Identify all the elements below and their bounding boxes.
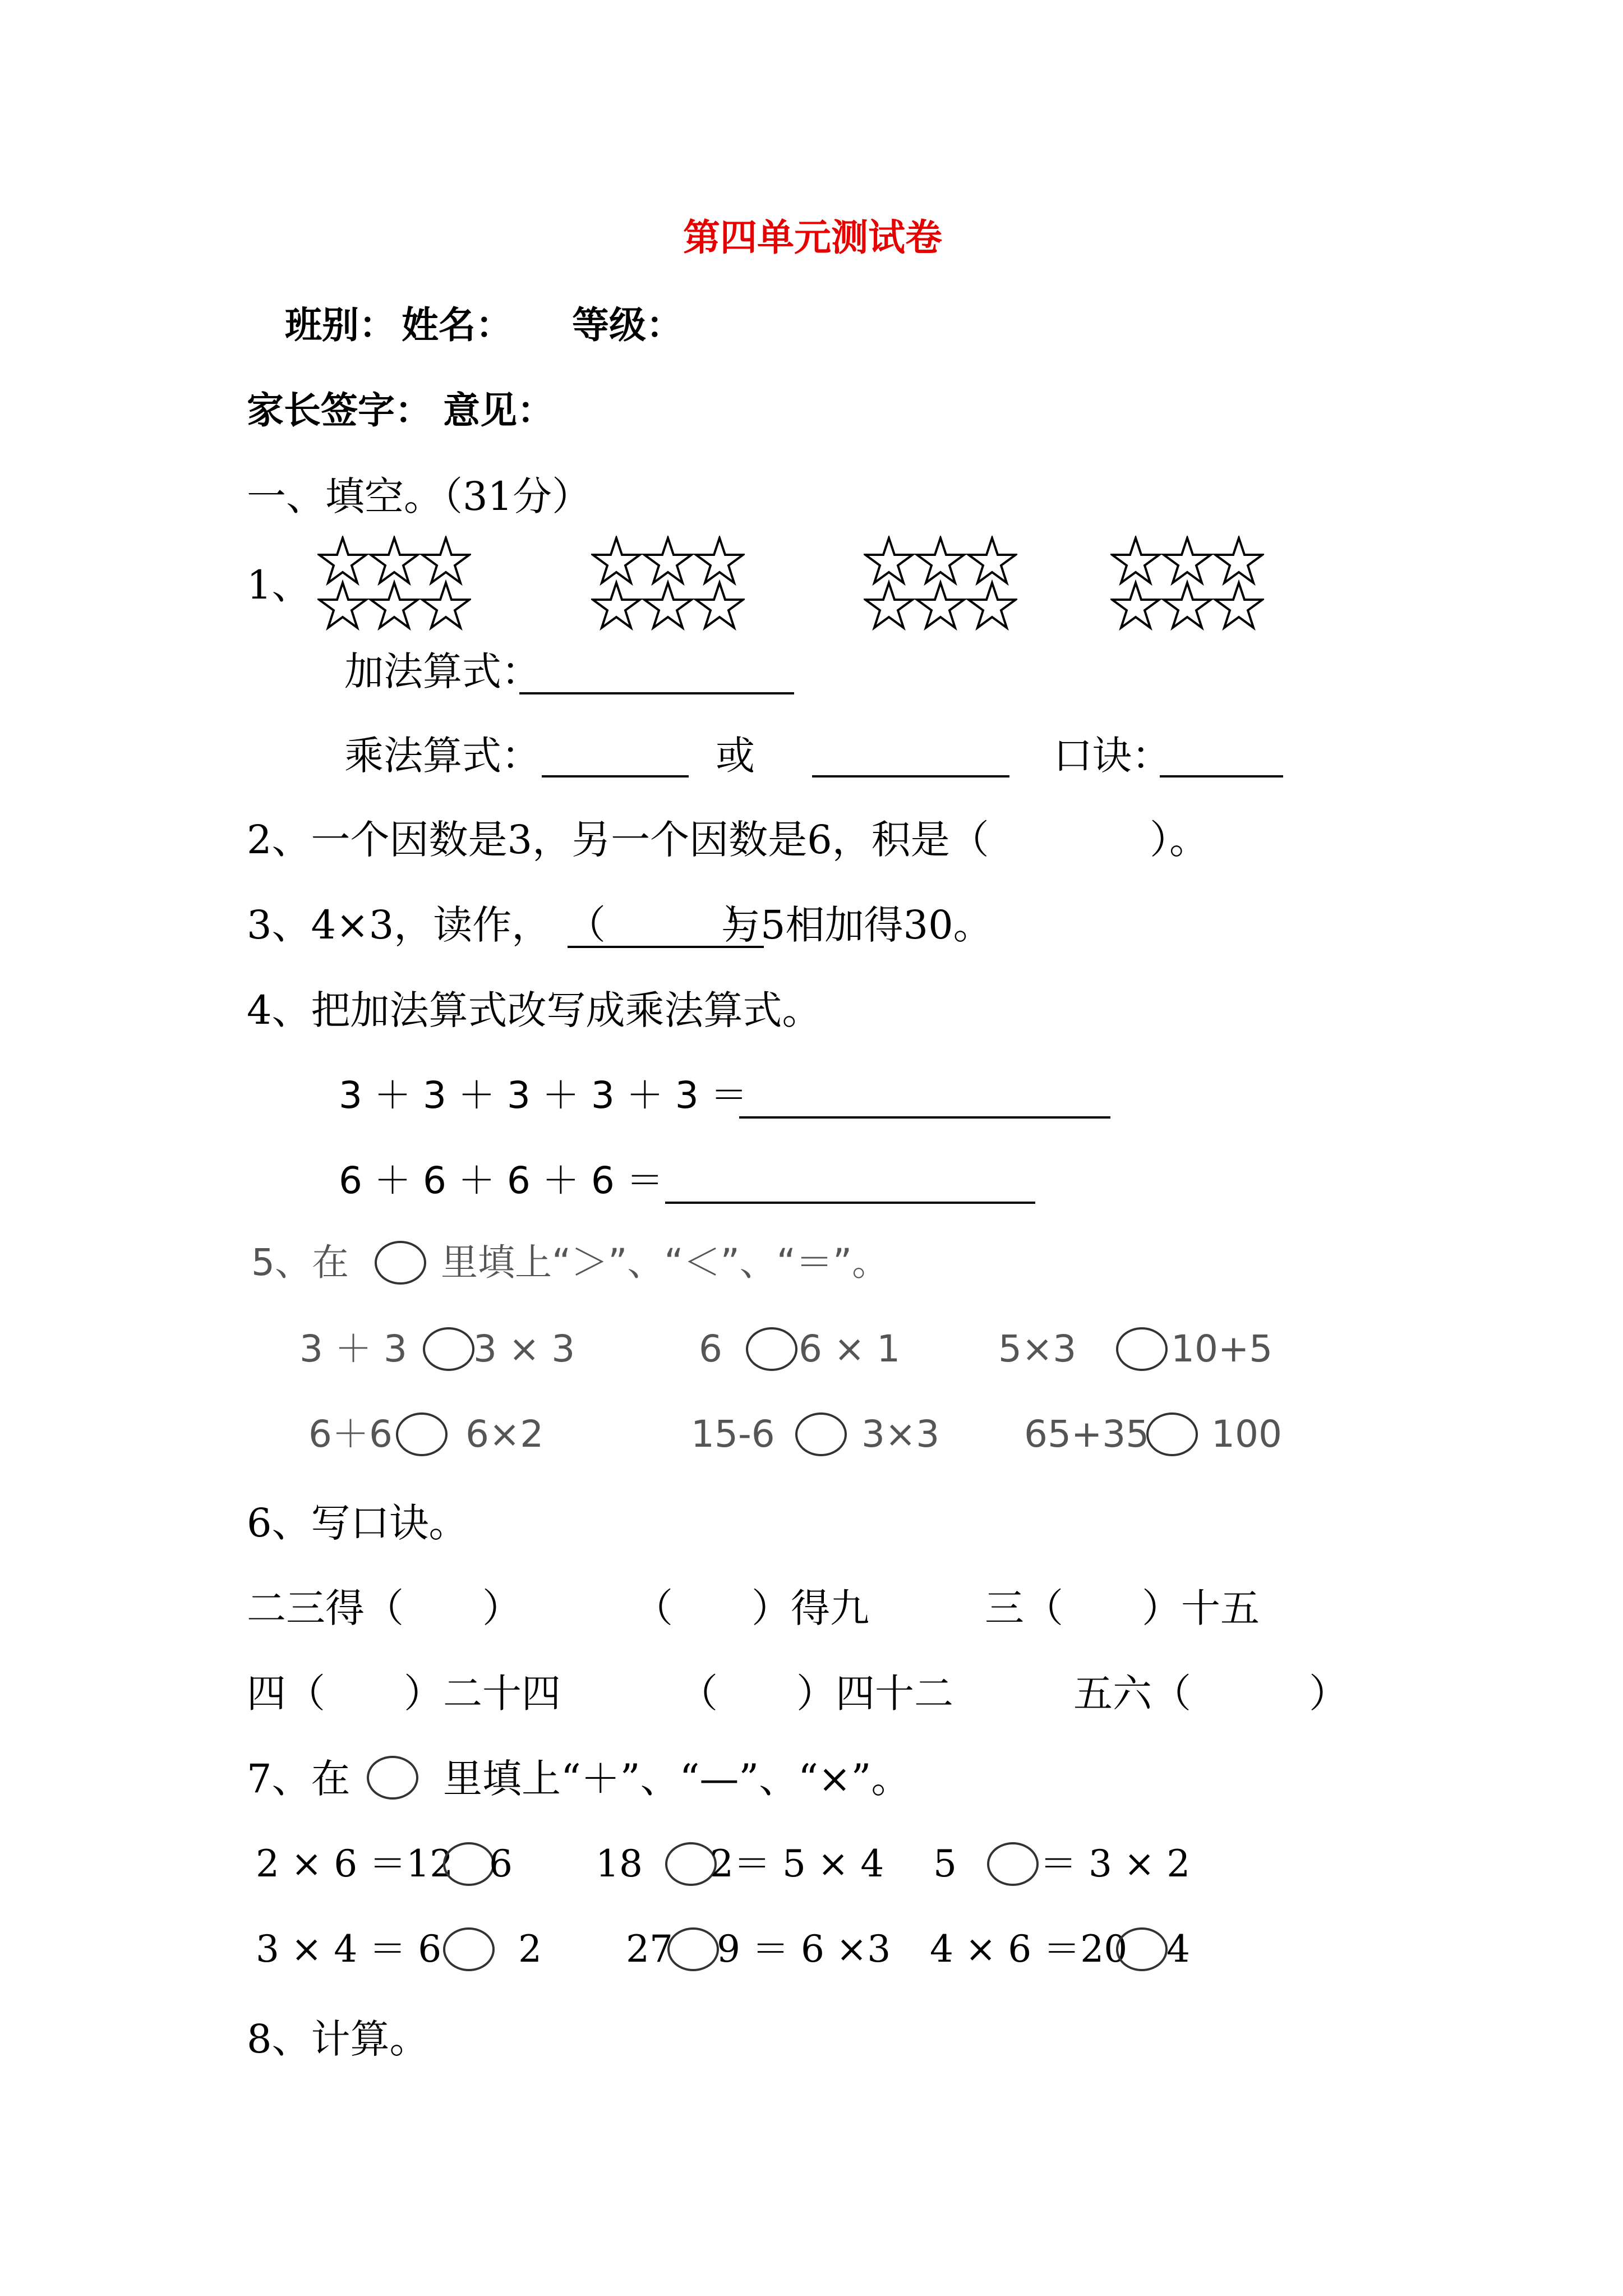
star-group-2-icon bbox=[591, 536, 745, 631]
q1-number: 1、 bbox=[247, 562, 311, 608]
q5-r1-c1-left: 3 ＋ 3 bbox=[299, 1327, 407, 1370]
page-title: 第四单元测试卷 bbox=[683, 215, 942, 259]
q4-eq2-answer-line[interactable] bbox=[665, 1202, 1035, 1204]
q5-r1-c3-circle[interactable] bbox=[1116, 1327, 1168, 1371]
q7-r1-c1-left: 2 × 6 ＝12 bbox=[256, 1842, 454, 1885]
star-icon bbox=[969, 538, 1016, 583]
star-group-4 bbox=[1110, 536, 1264, 631]
star-icon bbox=[422, 538, 469, 583]
q5-r1-c3-right: 10+5 bbox=[1171, 1327, 1273, 1370]
q5-heading-b: 里填上“＞”、“＜”、“＝”。 bbox=[441, 1241, 889, 1284]
star-icon bbox=[1164, 583, 1211, 628]
q1-mul-answer-line-2[interactable] bbox=[812, 775, 1009, 777]
q1-add-answer-line[interactable] bbox=[519, 692, 794, 694]
q7-r2-c2-circle[interactable] bbox=[667, 1927, 719, 1971]
q7-heading-b: 里填上“＋”、“—”、“×”。 bbox=[443, 1756, 911, 1802]
star-icon bbox=[969, 583, 1016, 628]
parent-signature-label: 家长签字： bbox=[247, 388, 432, 432]
q5-r2-c3-left: 65+35 bbox=[1024, 1412, 1150, 1456]
q1-mul-label: 乘法算式： bbox=[344, 733, 541, 779]
q1-koujue-label: 口诀： bbox=[1053, 733, 1171, 779]
q2-text-after: ）。 bbox=[1150, 817, 1209, 863]
star-icon bbox=[865, 583, 912, 628]
star-icon bbox=[422, 583, 469, 628]
q7-r2-c2-right: 9 ＝ 6 ×3 bbox=[717, 1927, 891, 1971]
class-label: 班别： bbox=[285, 303, 396, 347]
q7-r2-c3-right: 4 bbox=[1166, 1927, 1190, 1971]
q6-r2-item-2: （ ）四十二 bbox=[679, 1671, 953, 1717]
star-group-3-icon bbox=[864, 536, 1017, 631]
q7-r1-c2-left: 18 bbox=[596, 1842, 643, 1885]
q5-r2-c2-right: 3×3 bbox=[861, 1412, 940, 1456]
star-group-1-icon bbox=[317, 536, 471, 631]
q7-r1-c3-circle[interactable] bbox=[987, 1842, 1039, 1886]
q3-text-before: 3、4×3，读作， bbox=[247, 902, 551, 948]
q5-r1-c1-right: 3 × 3 bbox=[473, 1327, 575, 1370]
q6-r2-item-1: 四（ ）二十四 bbox=[247, 1671, 561, 1717]
q5-r1-c2-circle[interactable] bbox=[746, 1327, 797, 1371]
q5-r2-c2-left: 15-6 bbox=[691, 1412, 775, 1456]
star-icon bbox=[593, 538, 640, 583]
q7-r1-c3-left: 5 bbox=[933, 1842, 957, 1885]
star-icon bbox=[319, 583, 366, 628]
q5-r2-c1-right: 6×2 bbox=[465, 1412, 544, 1456]
q7-r2-c1-right: 2 bbox=[518, 1927, 542, 1971]
q4-eq1: 3 ＋ 3 ＋ 3 ＋ 3 ＋ 3 ＝ bbox=[339, 1074, 748, 1117]
q7-heading-circle-icon bbox=[367, 1756, 418, 1800]
q5-r2-c1-left: 6＋6 bbox=[308, 1412, 393, 1456]
q4-eq1-answer-line[interactable] bbox=[739, 1116, 1110, 1119]
section-1-heading: 一、填空。（31分） bbox=[247, 473, 592, 519]
q7-r1-c1-circle[interactable] bbox=[443, 1842, 495, 1886]
star-group-1 bbox=[317, 536, 471, 631]
star-icon bbox=[917, 583, 964, 628]
star-icon bbox=[319, 538, 366, 583]
star-icon bbox=[644, 538, 691, 583]
q7-r1-c1-right: 6 bbox=[489, 1842, 513, 1885]
q7-r2-c1-circle[interactable] bbox=[443, 1927, 495, 1971]
q6-r1-item-2: （ ）得九 bbox=[634, 1585, 869, 1631]
star-icon bbox=[917, 538, 964, 583]
q5-heading-circle-icon bbox=[375, 1241, 426, 1285]
q5-heading-a: 5、在 bbox=[251, 1241, 349, 1284]
star-icon bbox=[1112, 538, 1159, 583]
star-icon bbox=[1112, 583, 1159, 628]
q6-r1-item-1: 二三得（ ） bbox=[247, 1585, 522, 1631]
q6-r2-item-3: 五六（ ） bbox=[1073, 1671, 1348, 1717]
q1-add-label: 加法算式： bbox=[344, 648, 541, 694]
q5-r2-c3-right: 100 bbox=[1211, 1412, 1282, 1456]
q5-r1-c1-circle[interactable] bbox=[423, 1327, 474, 1371]
q7-r1-c3-right: ＝ 3 × 2 bbox=[1040, 1842, 1191, 1885]
q7-r2-c3-circle[interactable] bbox=[1116, 1927, 1168, 1971]
star-icon bbox=[865, 538, 912, 583]
star-icon bbox=[1215, 538, 1262, 583]
q6-r1-item-3: 三（ ）十五 bbox=[985, 1585, 1260, 1631]
q7-r2-c1-left: 3 × 4 ＝ 6 bbox=[256, 1927, 442, 1971]
q7-heading-a: 7、在 bbox=[247, 1756, 351, 1802]
q8-heading: 8、计算。 bbox=[247, 2016, 429, 2062]
q5-r1-c2-right: 6 × 1 bbox=[799, 1327, 901, 1370]
q7-r2-c3-left: 4 × 6 ＝20 bbox=[930, 1927, 1128, 1971]
star-icon bbox=[696, 538, 743, 583]
q3-paren: （ ） bbox=[566, 902, 763, 948]
q2-text-before: 2、一个因数是3，另一个因数是6，积是（ bbox=[247, 817, 989, 863]
star-group-4-icon bbox=[1110, 536, 1264, 631]
star-group-3 bbox=[864, 536, 1017, 631]
star-icon bbox=[371, 538, 418, 583]
star-icon bbox=[593, 583, 640, 628]
name-label: 姓名： bbox=[402, 303, 513, 347]
q5-r2-c3-circle[interactable] bbox=[1146, 1412, 1198, 1456]
star-icon bbox=[1164, 538, 1211, 583]
star-group-2 bbox=[591, 536, 745, 631]
q5-r2-c1-circle[interactable] bbox=[396, 1412, 448, 1456]
star-icon bbox=[696, 583, 743, 628]
q1-mul-answer-line-1[interactable] bbox=[542, 775, 689, 777]
q3-text-after: 与5相加得30。 bbox=[721, 902, 993, 948]
q7-r1-c2-right: 2＝ 5 × 4 bbox=[710, 1842, 884, 1885]
q5-r1-c3-left: 5×3 bbox=[998, 1327, 1077, 1370]
q4-eq2: 6 ＋ 6 ＋ 6 ＋ 6 ＝ bbox=[339, 1159, 663, 1202]
grade-label: 等级： bbox=[572, 303, 683, 347]
q6-heading: 6、写口诀。 bbox=[247, 1500, 468, 1546]
q5-r1-c2-left: 6 bbox=[699, 1327, 722, 1370]
q4-heading: 4、把加法算式改写成乘法算式。 bbox=[247, 987, 822, 1033]
q5-r2-c2-circle[interactable] bbox=[795, 1412, 847, 1456]
q7-r1-c2-circle[interactable] bbox=[665, 1842, 717, 1886]
opinion-label: 意见： bbox=[443, 388, 554, 432]
star-icon bbox=[644, 583, 691, 628]
star-icon bbox=[1215, 583, 1262, 628]
q1-or-text: 或 bbox=[716, 733, 755, 779]
q7-r2-c2-left: 27 bbox=[626, 1927, 673, 1971]
star-icon bbox=[371, 583, 418, 628]
q1-koujue-answer-line[interactable] bbox=[1160, 775, 1283, 777]
